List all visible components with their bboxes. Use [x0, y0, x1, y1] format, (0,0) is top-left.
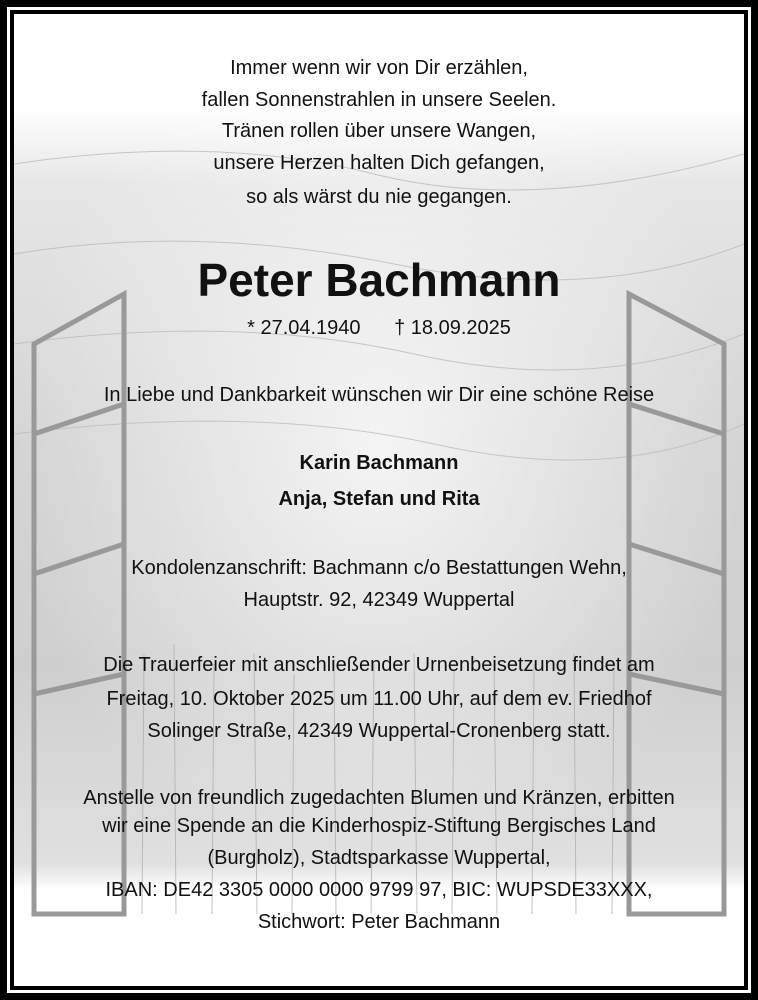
life-dates [0, 316, 758, 340]
birth-date: * 27.04.1940 [247, 317, 361, 339]
mourner: Anja, Stefan und Rita [278, 488, 480, 510]
poem-line: unsere Herzen halten Dich gefangen, [213, 152, 545, 174]
mourner: Karin Bachmann [299, 452, 459, 474]
poem-line: Tränen rollen über unsere Wangen, [221, 120, 537, 142]
ceremony-info: Freitag, 10. Oktober 2025 um 11.00 Uhr, auf dem ev. Friedhof [106, 688, 652, 710]
donation-info: Stichwort: Peter Bachmann [257, 911, 501, 933]
farewell-text: In Liebe und Dankbarkeit wünschen wir Dir eine schöne Reise [103, 384, 655, 406]
donation-info: Anstelle von freundlich zugedachten Blumen und Kränzen, erbitten [83, 787, 675, 809]
donation-info: IBAN: DE42 3305 0000 0000 9799 97, BIC: WUPSDE33XXX, [105, 879, 653, 901]
poem-line: so als wärst du nie gegangen. [246, 186, 512, 208]
donation-info: (Burgholz), Stadtsparkasse Wuppertal, [207, 847, 551, 869]
deceased-name: Peter Bachmann [197, 254, 561, 306]
ceremony-info: Solinger Straße, 42349 Wuppertal-Cronenberg statt. [147, 720, 611, 742]
condolence-address: Hauptstr. 92, 42349 Wuppertal [243, 589, 515, 611]
ceremony-info: Die Trauerfeier mit anschließender Urnenbeisetzung findet am [103, 654, 655, 676]
donation-info: wir eine Spende an die Kinderhospiz-Stiftung Bergisches Land [102, 815, 656, 837]
poem-line: fallen Sonnenstrahlen in unsere Seelen. [201, 89, 557, 111]
condolence-address: Kondolenzanschrift: Bachmann c/o Bestattungen Wehn, [131, 557, 627, 579]
death-date: † 18.09.2025 [394, 317, 511, 339]
poem-line: Immer wenn wir von Dir erzählen, [230, 57, 528, 79]
